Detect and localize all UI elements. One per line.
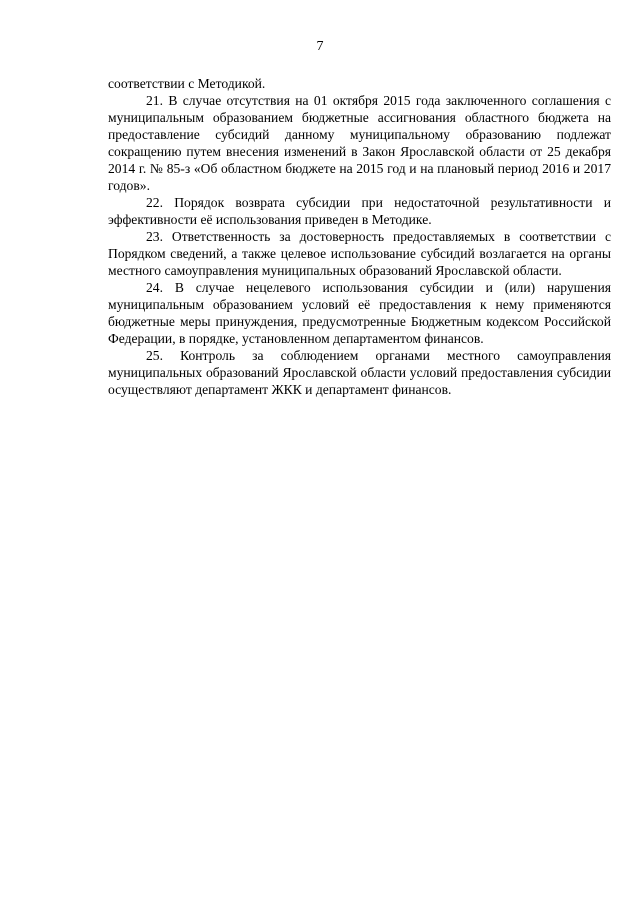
paragraph-25: 25. Контроль за соблюдением органами местного самоуправления муниципальных образований Ярославской области условий предоставления субсидии осуществляют департамент ЖКК и департамент финансов. — [108, 348, 611, 397]
document-body — [108, 75, 611, 398]
paragraph-continuation: соответствии с Методикой. — [108, 76, 266, 91]
paragraph-21: 21. В случае отсутствия на 01 октября 2015 года заключенного соглашения с муниципальным образованием бюджетные ассигнования областного бюджета на предоставление субсидий данному муниципальному образованию подлежат сокращению путем внесения изменений в Закон Ярославской области от 25 декабря 2014 г. № 85-з «Об областном бюджете на 2015 год и на плановый период 2016 и 2017 годов». — [108, 93, 611, 193]
page-number: 7 — [316, 39, 324, 54]
paragraph-24: 24. В случае нецелевого использования субсидии и (или) нарушения муниципальным образованием условий её предоставления к нему применяются бюджетные меры принуждения, предусмотренные Бюджетным кодексом Российской Федерации, в порядке, установленном департаментом финансов. — [108, 280, 611, 346]
paragraph-22: 22. Порядок возврата субсидии при недостаточной результативности и эффективности её использования приведен в Методике. — [108, 195, 611, 227]
paragraph-23: 23. Ответственность за достоверность предоставляемых в соответствии с Порядком сведений, а также целевое использование субсидий возлагается на органы местного самоуправления муниципальных образований Ярославской области. — [108, 229, 611, 278]
